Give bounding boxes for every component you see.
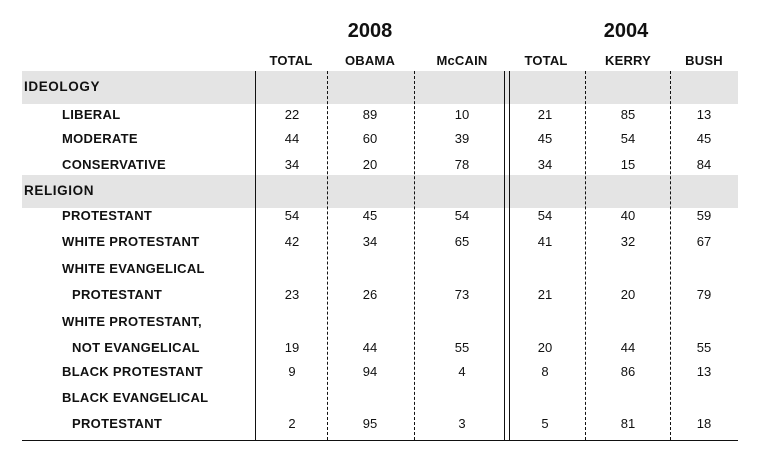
col-header-mccain: McCAIN: [436, 53, 488, 68]
table-cell: 34: [537, 157, 553, 172]
table-cell: 5: [541, 416, 549, 431]
row-label: PROTESTANT: [72, 416, 163, 431]
col-header-bush: BUSH: [685, 53, 723, 68]
table-cell: 13: [696, 364, 712, 379]
row-label: WHITE EVANGELICAL: [62, 261, 205, 276]
row-label: PROTESTANT: [72, 287, 163, 302]
table-cell: 73: [454, 287, 470, 302]
table-cell: 2: [288, 416, 296, 431]
table-cell: 78: [454, 157, 470, 172]
table-cell: 23: [284, 287, 300, 302]
table-cell: 85: [620, 107, 636, 122]
table-cell: 67: [696, 234, 712, 249]
col-header-obama: OBAMA: [344, 53, 396, 68]
table-cell: 4: [458, 364, 466, 379]
table-cell: 45: [696, 131, 712, 146]
table-cell: 60: [362, 131, 378, 146]
row-label: NOT EVANGELICAL: [72, 340, 200, 355]
year-2004-header: 2004: [603, 20, 649, 42]
row-label: LIBERAL: [62, 107, 121, 122]
column-divider: [255, 71, 256, 440]
col-header-total-2008: TOTAL: [269, 53, 313, 68]
table-cell: 59: [696, 208, 712, 223]
table-cell: 84: [696, 157, 712, 172]
table-cell: 54: [620, 131, 636, 146]
table-cell: 34: [284, 157, 300, 172]
row-label: WHITE PROTESTANT: [62, 234, 200, 249]
section-title: RELIGION: [24, 183, 95, 198]
table-cell: 54: [454, 208, 470, 223]
table-cell: 8: [541, 364, 549, 379]
table-cell: 89: [362, 107, 378, 122]
table-cell: 44: [362, 340, 378, 355]
table-cell: 39: [454, 131, 470, 146]
table-cell: 22: [284, 107, 300, 122]
column-divider: [585, 71, 586, 440]
table-cell: 34: [362, 234, 378, 249]
year-divider: [504, 71, 505, 440]
table-cell: 10: [454, 107, 470, 122]
section-band: [22, 71, 738, 104]
table-bottom-rule: [22, 440, 738, 441]
table-cell: 21: [537, 107, 553, 122]
row-label: BLACK EVANGELICAL: [62, 390, 209, 405]
section-title: IDEOLOGY: [24, 79, 101, 94]
table-cell: 94: [362, 364, 378, 379]
table-cell: 44: [284, 131, 300, 146]
table-cell: 55: [696, 340, 712, 355]
table-cell: 9: [288, 364, 296, 379]
row-label: PROTESTANT: [62, 208, 153, 223]
table-cell: 32: [620, 234, 636, 249]
column-divider: [670, 71, 671, 440]
table-cell: 79: [696, 287, 712, 302]
row-label: MODERATE: [62, 131, 138, 146]
section-band: [22, 175, 738, 208]
table-cell: 13: [696, 107, 712, 122]
table-cell: 54: [537, 208, 553, 223]
table-cell: 21: [537, 287, 553, 302]
year-2008-header: 2008: [347, 20, 393, 42]
year-divider: [509, 71, 510, 440]
row-label: CONSERVATIVE: [62, 157, 167, 172]
table-cell: 81: [620, 416, 636, 431]
table-cell: 20: [620, 287, 636, 302]
table-cell: 40: [620, 208, 636, 223]
table-cell: 42: [284, 234, 300, 249]
column-divider: [414, 71, 415, 440]
row-label: BLACK PROTESTANT: [62, 364, 204, 379]
table-cell: 15: [620, 157, 636, 172]
col-header-kerry: KERRY: [604, 53, 652, 68]
table-cell: 45: [362, 208, 378, 223]
row-label: WHITE PROTESTANT,: [62, 314, 202, 329]
table-cell: 45: [537, 131, 553, 146]
table-cell: 19: [284, 340, 300, 355]
table-cell: 86: [620, 364, 636, 379]
table-cell: 41: [537, 234, 553, 249]
table-cell: 20: [362, 157, 378, 172]
table-cell: 26: [362, 287, 378, 302]
column-divider: [327, 71, 328, 440]
table-cell: 20: [537, 340, 553, 355]
col-header-total-2004: TOTAL: [524, 53, 568, 68]
table-cell: 65: [454, 234, 470, 249]
table-cell: 55: [454, 340, 470, 355]
table-cell: 54: [284, 208, 300, 223]
table-cell: 3: [458, 416, 466, 431]
table-cell: 18: [696, 416, 712, 431]
table-cell: 95: [362, 416, 378, 431]
table-cell: 44: [620, 340, 636, 355]
